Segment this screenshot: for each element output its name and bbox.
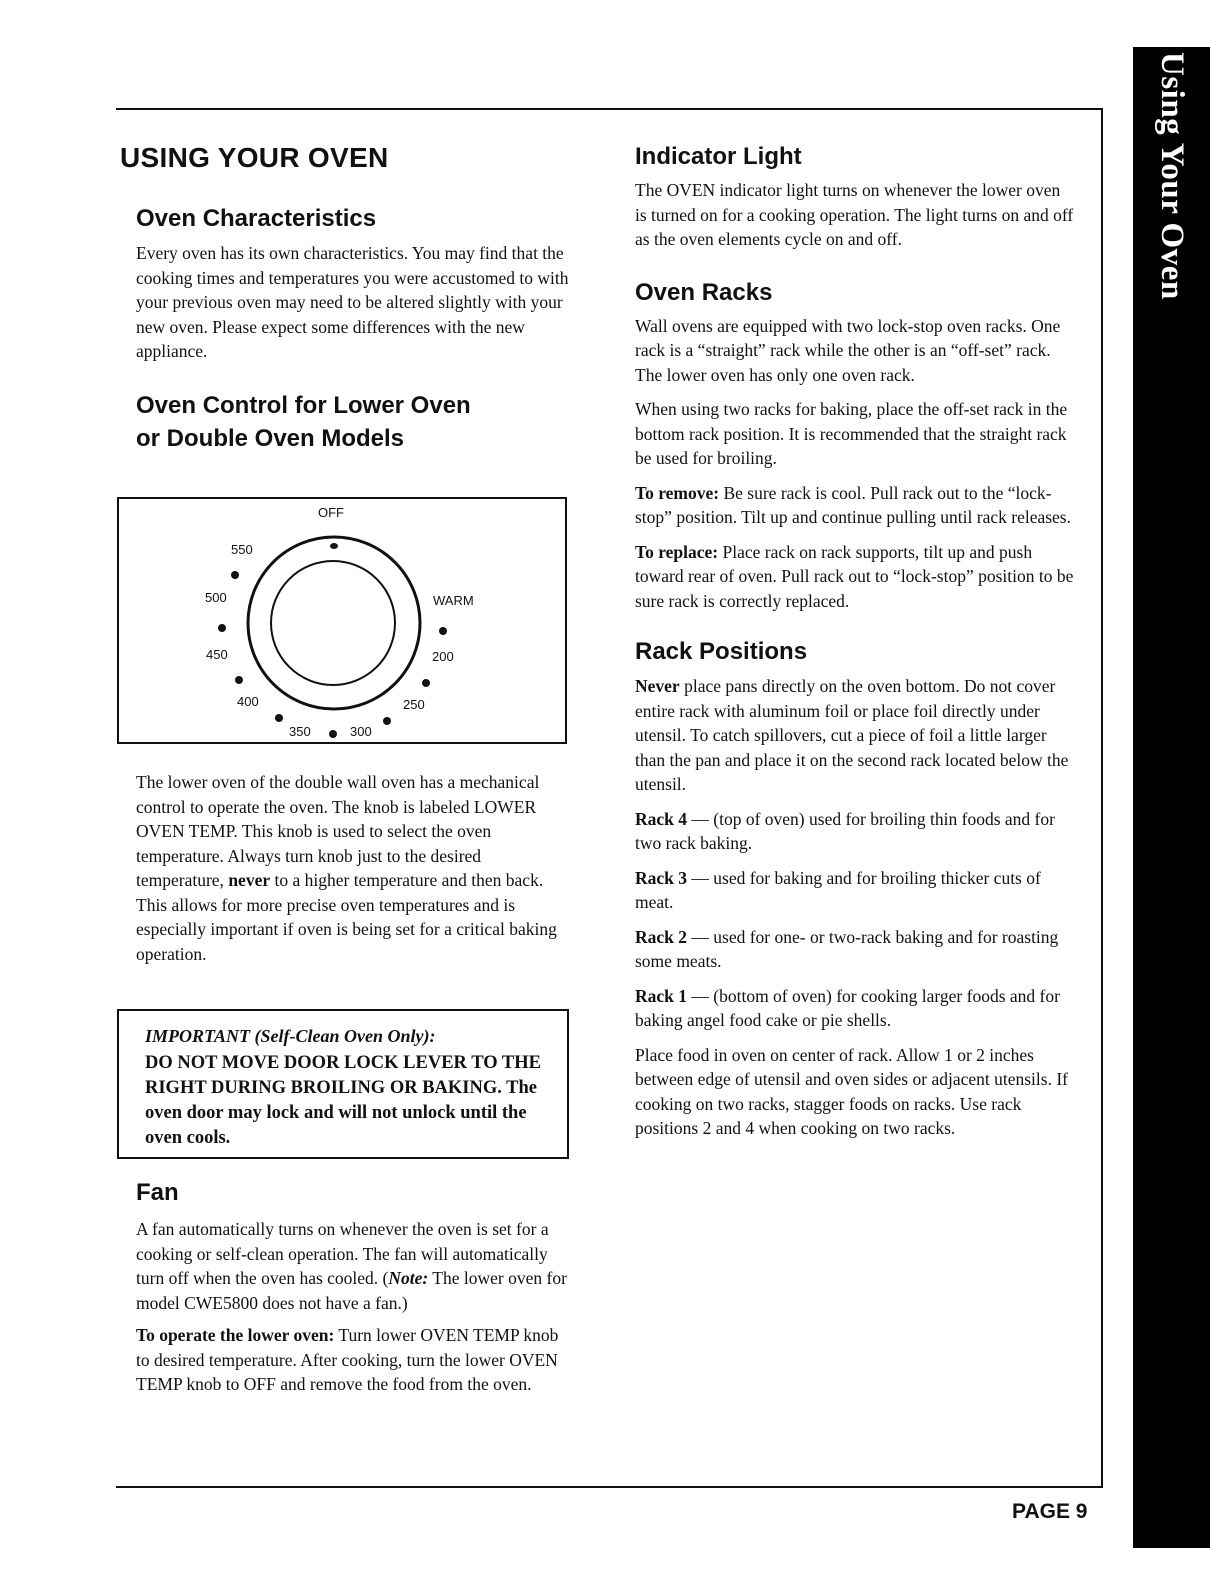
rack-item-1: [635, 984, 1075, 1033]
note-label: Note:: [388, 1268, 429, 1288]
oven-characteristics-heading: Oven Characteristics: [136, 205, 377, 232]
rack-label: Rack 2: [635, 926, 688, 947]
right-rule: [1101, 108, 1103, 1488]
rack-label: Rack 4: [635, 808, 688, 829]
fan-section: [136, 1176, 568, 1397]
dial-label-warm: WARM: [433, 593, 474, 608]
oven-racks-body1: Wall ovens are equipped with two lock-stop oven racks. One rack is a “straight” rack while the other is an “off-set” rack. The lower oven has only one oven rack.: [635, 315, 1061, 385]
oven-characteristics-section: [120, 202, 570, 364]
oven-control-section: [120, 389, 570, 455]
rack-body: — (top of oven) used for broiling thin foods and for two rack baking.: [635, 808, 1055, 853]
dial-label-250: 250: [403, 697, 425, 712]
indicator-light-heading: Indicator Light: [635, 143, 802, 170]
rack-item-3: [635, 866, 1075, 915]
rack-positions-heading: Rack Positions: [635, 638, 808, 665]
rack-body: — (bottom of oven) for cooking larger foods and for baking angel food cake or pie shells.: [635, 985, 1060, 1030]
to-remove-label: To remove:: [635, 482, 720, 503]
oven-control-body-part2: to a higher temperature and then back. This allows for more precise oven temperatures and is especially important if oven is being set for a critical baking operation.: [136, 870, 557, 964]
to-replace-label: To replace:: [635, 541, 719, 562]
rack-item-2: [635, 925, 1075, 974]
to-replace: [635, 540, 1075, 614]
fan-heading: Fan: [136, 1179, 179, 1206]
fan-body-part1: A fan automatically turns on whenever the oven is set for a cooking or self-clean operation. The fan will automatically turn off when the oven has cooled. (: [136, 1219, 549, 1288]
rack-placement-body: Place food in oven on center of rack. Allow 1 or 2 inches between edge of utensil and oven sides or adjacent utensils. If cooking on two racks, stagger foods on racks. Use rack positions 2 and 4 when cooking on two racks.: [635, 1044, 1068, 1138]
rack-item-4: [635, 807, 1075, 856]
fan-body-part2: The lower oven for model CWE5800 does not have a fan.): [136, 1268, 567, 1313]
oven-characteristics-body: Every oven has its own characteristics. You may find that the cooking times and temperatures you were accustomed to with your previous oven may need to be altered slightly with your new oven. Please expect some differences with the new appliance.: [136, 243, 569, 361]
dial-label-off: OFF: [318, 505, 344, 520]
operate-label: To operate the lower oven:: [136, 1325, 335, 1345]
rack-body: — used for baking and for broiling thicker cuts of meat.: [635, 867, 1041, 912]
right-column: [635, 140, 1075, 1141]
oven-racks-body2: When using two racks for baking, place the off-set rack in the bottom rack position. It is recommended that the straight rack be used for broiling.: [635, 399, 1068, 468]
dial-label-400: 400: [237, 694, 259, 709]
oven-control-body-part1: The lower oven of the double wall oven has a mechanical control to operate the oven. The knob is labeled LOWER OVEN TEMP. This knob is used to select the oven temperature. Always turn knob just to the desired temperature,: [136, 772, 540, 890]
never-label: Never: [635, 676, 680, 696]
rack-label: Rack 1: [635, 985, 688, 1006]
oven-control-heading-line1: Oven Control for Lower Oven: [136, 391, 471, 419]
dial-label-300: 300: [350, 724, 372, 739]
to-remove-body: Be sure rack is cool. Pull rack out to the “lock-stop” position. Tilt up and continue pulling until rack releases.: [635, 482, 1071, 527]
to-replace-body: Place rack on rack supports, tilt up and push toward rear of oven. Pull rack out to “lock-stop” position to be sure rack is correctly replaced.: [635, 541, 1074, 611]
dial-illustration: [119, 499, 565, 742]
never-body: place pans directly on the oven bottom. Do not cover entire rack with aluminum foil or place foil directly under utensil. To catch spillovers, cut a piece of foil a little larger than the pan and place it on the second rack located below the utensil.: [635, 676, 1069, 794]
operate-lower-oven: [136, 1323, 568, 1397]
oven-control-body-block: [136, 770, 568, 966]
top-rule: [116, 108, 1103, 110]
dial-label-350: 350: [289, 724, 311, 739]
page-title: USING YOUR OVEN: [120, 142, 389, 173]
oven-control-heading-line2: or Double Oven Models: [136, 424, 405, 452]
bottom-rule: [116, 1486, 1103, 1488]
fan-body: [136, 1217, 568, 1315]
rack-positions-never: [635, 674, 1075, 797]
page-number: PAGE 9: [1012, 1500, 1088, 1523]
left-column: [120, 138, 570, 455]
oven-racks-heading: Oven Racks: [635, 278, 773, 306]
important-body: DO NOT MOVE DOOR LOCK LEVER TO THE RIGHT DURING BROILING OR BAKING. The oven door may lock and will not unlock until the oven cools.: [145, 1053, 541, 1148]
rack-body: — used for one- or two-rack baking and for roasting some meats.: [635, 926, 1059, 971]
oven-control-body: [136, 770, 568, 966]
dial-label-550: 550: [231, 542, 253, 557]
important-heading: IMPORTANT (Self-Clean Oven Only):: [145, 1026, 436, 1046]
operate-body: Turn lower OVEN TEMP knob to desired temperature. After cooking, turn the lower OVEN TEMP knob to OFF and remove the food from the oven.: [136, 1325, 559, 1394]
dial-label-500: 500: [205, 590, 227, 605]
dial-label-200: 200: [432, 649, 454, 664]
dial-label-450: 450: [206, 647, 228, 662]
never-emphasis: never: [228, 870, 271, 890]
indicator-light-body: The OVEN indicator light turns on whenever the lower oven is turned on for a cooking operation. The light turns on and off as the oven elements cycle on and off.: [635, 180, 1074, 249]
important-notice-box: [117, 1009, 569, 1159]
side-tab-label: Using Your Oven: [1154, 52, 1190, 300]
oven-dial-diagram: [117, 497, 567, 744]
to-remove: [635, 481, 1075, 530]
rack-label: Rack 3: [635, 867, 688, 888]
